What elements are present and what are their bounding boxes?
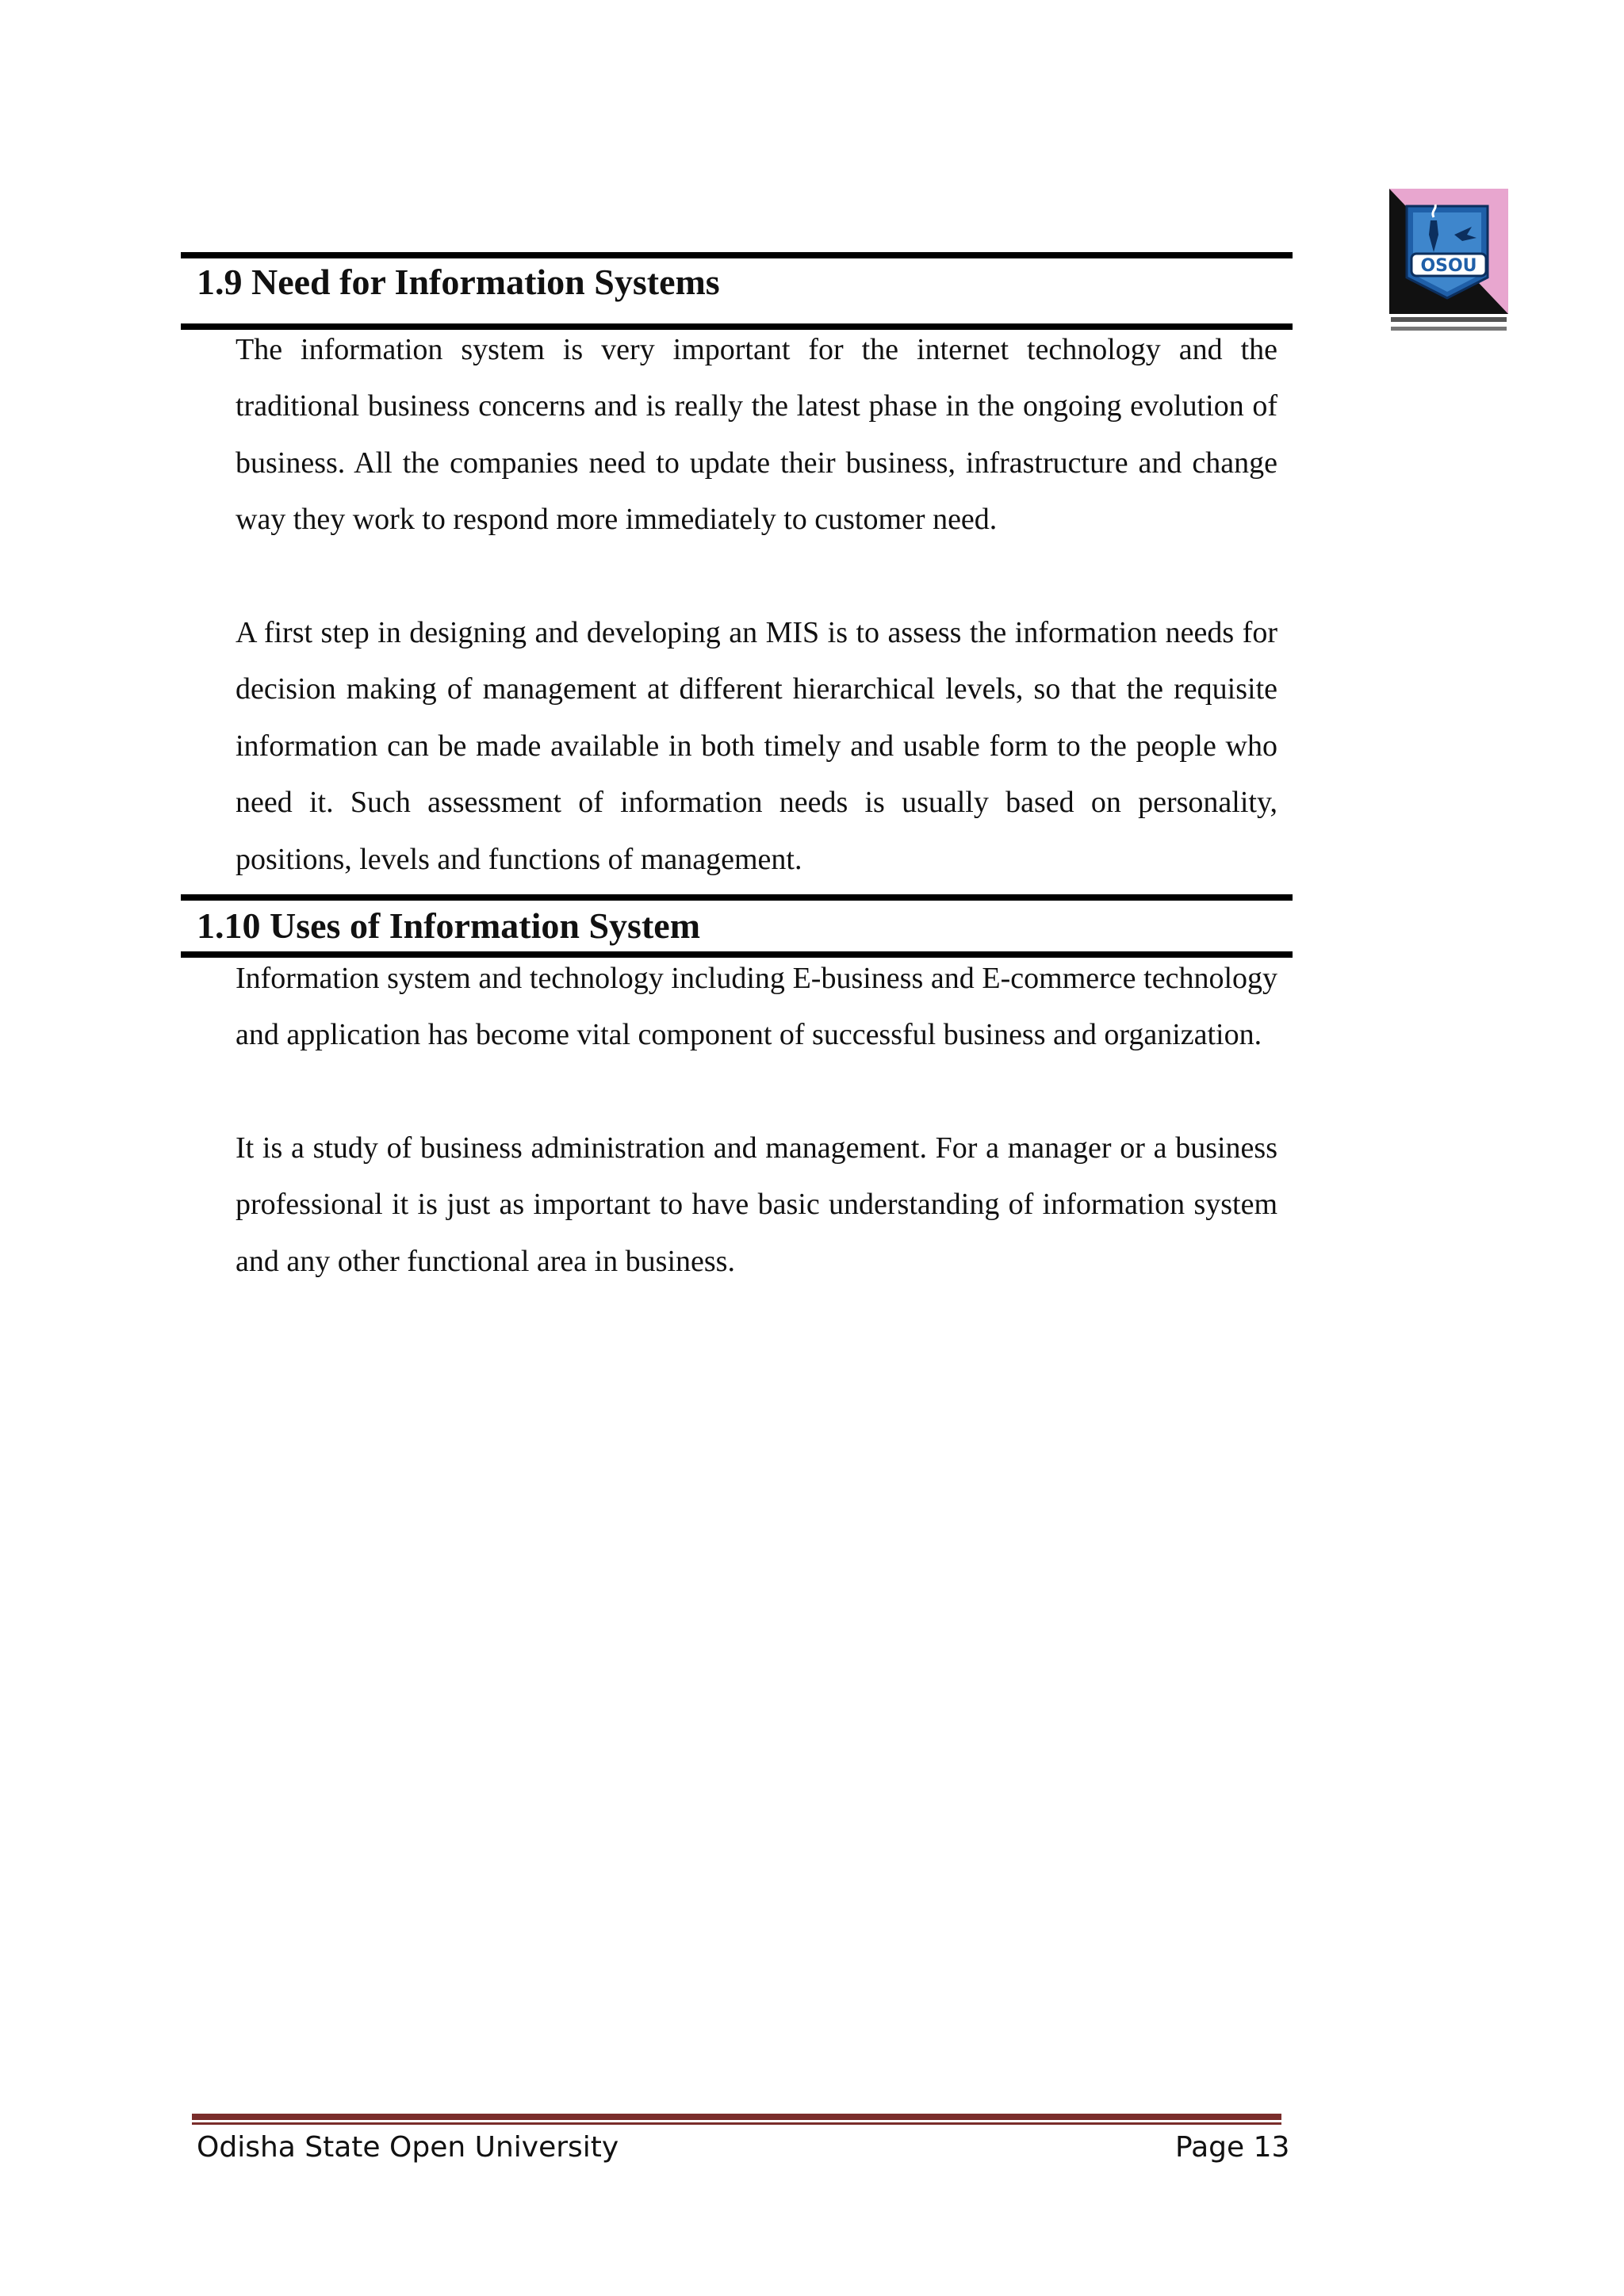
footer-rule — [192, 2114, 1281, 2120]
osou-logo — [1389, 189, 1508, 336]
body-paragraph: It is a study of business administration and management. For a manager or a business professional it is just as important to have basic understanding of information system and any other functional area in business. — [236, 1131, 1277, 1278]
body-paragraph: The information system is very important for the internet technology and the traditional business concerns and is really the latest phase in the ongoing evolution of business. All the companies need to update their business, infrastructure and change way they work to respond more immediately to customer need. — [236, 333, 1277, 537]
footer-university-name: Odisha State Open University — [197, 2131, 619, 2164]
body-paragraph: A first step in designing and developing an MIS is to assess the information needs for decision making of management at different hierarchical levels, so that the requisite information can be made available in both timely and usable form to the people who need it. Such assessment of information needs is usually based on personality, positions, levels and functions of management. — [236, 616, 1277, 876]
footer-page-number: Page 13 — [1175, 2131, 1290, 2164]
body-paragraph: Information system and technology including E-business and E-commerce technology and application has become vital component of successful business and organization. — [236, 962, 1277, 1052]
svg-text:OSOU: OSOU — [1420, 256, 1477, 276]
footer-rule-thin — [192, 2122, 1281, 2125]
section-heading: 1.10 Uses of Information System — [197, 905, 701, 946]
section-heading: 1.9 Need for Information Systems — [197, 262, 720, 302]
section-top-rule — [181, 894, 1293, 901]
section-top-rule — [181, 252, 1293, 258]
